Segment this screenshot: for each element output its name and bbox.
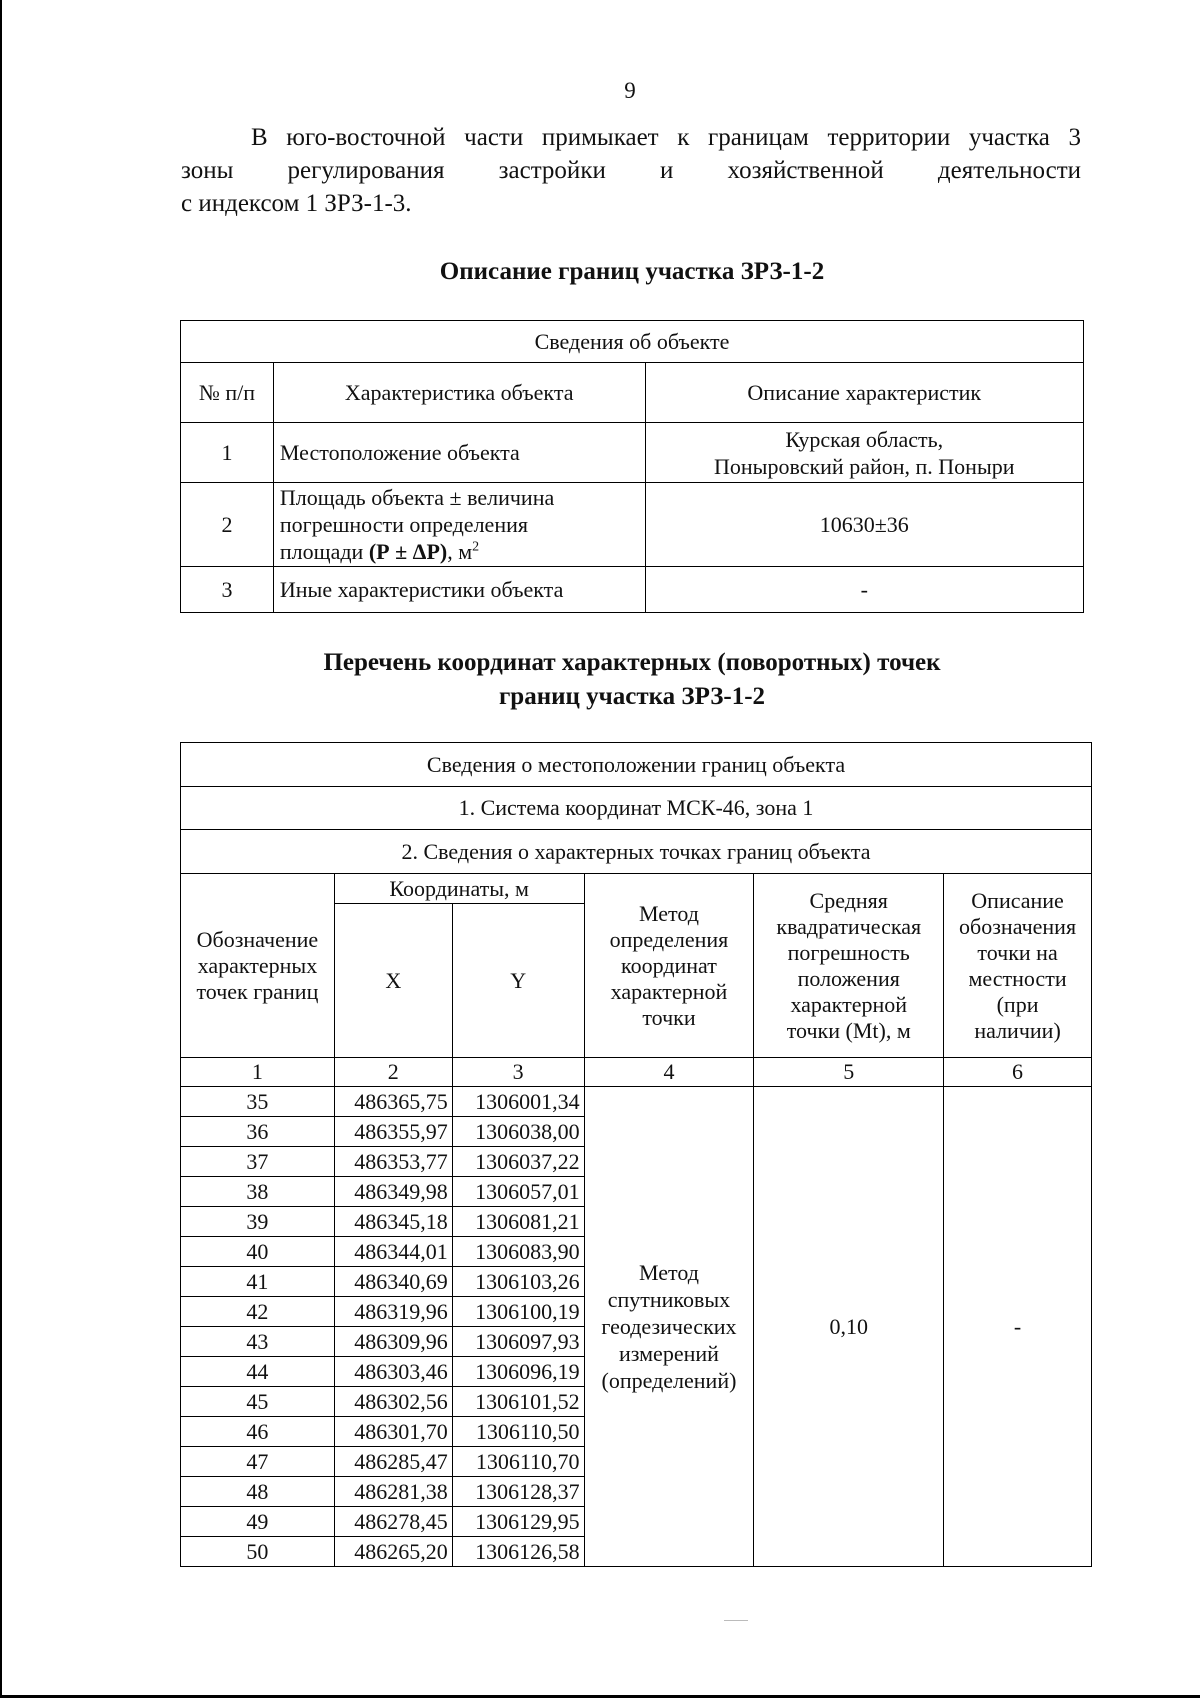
area-unit-exponent: 2 [472, 539, 480, 555]
table-row [181, 567, 1084, 613]
column-number: 2 [334, 1058, 452, 1087]
header-text: координат [621, 952, 717, 978]
point-number: 48 [181, 1477, 335, 1507]
area-line-1: Площадь объекта ± величина [279, 485, 555, 510]
column-number: 3 [452, 1058, 584, 1087]
coordinates-title-line-2: границ участка ЗРЗ-1-2 [498, 683, 766, 710]
coord-y: 1306057,01 [452, 1177, 584, 1207]
header-text: Метод [639, 900, 699, 926]
row-number: 1 [181, 423, 274, 483]
header-text: характерных [197, 952, 318, 978]
object-info-table [180, 320, 1084, 613]
coord-x: 486309,96 [334, 1327, 452, 1357]
intro-line-3: с индексом 1 ЗРЗ-1-3. [181, 190, 412, 217]
header-y: Y [452, 904, 584, 1058]
header-text: точки на [977, 939, 1058, 965]
area-line-2: погрешности определения [279, 512, 528, 537]
error-cell: 0,10 [754, 1087, 944, 1567]
coord-y: 1306100,19 [452, 1297, 584, 1327]
row-characteristic: Местоположение объекта [273, 423, 645, 483]
coord-y: 1306001,34 [452, 1087, 584, 1117]
coord-x: 486303,46 [334, 1357, 452, 1387]
intro-line-2: зоны регулирования застройки и хозяйственной деятельности [181, 157, 1081, 184]
header-text: определения [609, 926, 729, 952]
coord-x: 486278,45 [334, 1507, 452, 1537]
header-text: Описание [971, 887, 1064, 913]
row-number: 2 [181, 483, 274, 567]
coord-y: 1306037,22 [452, 1147, 584, 1177]
coord-y: 1306128,37 [452, 1477, 584, 1507]
coord-y: 1306129,95 [452, 1507, 584, 1537]
coord-x: 486355,97 [334, 1117, 452, 1147]
point-number: 38 [181, 1177, 335, 1207]
coord-x: 486301,70 [334, 1417, 452, 1447]
coord-y: 1306096,19 [452, 1357, 584, 1387]
coord-x: 486285,47 [334, 1447, 452, 1477]
table-row [181, 423, 1084, 483]
coord-x: 486281,38 [334, 1477, 452, 1507]
coord-y: 1306083,90 [452, 1237, 584, 1267]
header-coordinates: Координаты, м [334, 874, 584, 904]
coord-x: 486265,20 [334, 1537, 452, 1567]
coord-x: 486345,18 [334, 1207, 452, 1237]
header-text: погрешность [787, 939, 910, 965]
area-word: площади [279, 539, 369, 564]
row-characteristic: Иные характеристики объекта [273, 567, 645, 613]
row-description: 10630±36 [645, 483, 1083, 567]
header-description: Описание характеристик [645, 363, 1083, 423]
intro-paragraph [181, 121, 1081, 220]
point-number: 47 [181, 1447, 335, 1477]
header-text: Средняя [809, 887, 888, 913]
header-text: характерной [610, 978, 728, 1004]
table-row [181, 1087, 1092, 1117]
row-description [645, 423, 1083, 483]
coord-x: 486340,69 [334, 1267, 452, 1297]
point-number: 35 [181, 1087, 335, 1117]
header-text: обозначения [959, 913, 1077, 939]
location-line-1: Курская область, [785, 426, 944, 452]
header-text: точки (Mt), м [786, 1017, 911, 1043]
method-text: (определений) [601, 1368, 737, 1393]
scan-artifact [724, 1620, 748, 1621]
area-unit: , м [447, 539, 473, 564]
coordinates-caption-points: 2. Сведения о характерных точках границ объекта [181, 830, 1092, 874]
header-text: точек границ [196, 978, 319, 1004]
point-number: 40 [181, 1237, 335, 1267]
point-number: 44 [181, 1357, 335, 1387]
header-x: X [334, 904, 452, 1058]
coordinates-caption-location: Сведения о местоположении границ объекта [181, 743, 1092, 787]
coord-x: 486365,75 [334, 1087, 452, 1117]
intro-line-1: В юго-восточной части примыкает к границам территории участка 3 [251, 124, 1081, 151]
point-number: 45 [181, 1387, 335, 1417]
section-title-coordinates [180, 646, 1084, 714]
coord-x: 486353,77 [334, 1147, 452, 1177]
section-title-boundary-description: Описание границ участка ЗРЗ-1-2 [439, 258, 825, 285]
coord-x: 486302,56 [334, 1387, 452, 1417]
coordinates-title-line-1: Перечень координат характерных (поворотных) точек [323, 649, 941, 676]
scan-border-left [0, 0, 2, 1698]
header-mean-square-error [754, 874, 944, 1058]
coord-y: 1306103,26 [452, 1267, 584, 1297]
coord-y: 1306110,70 [452, 1447, 584, 1477]
method-cell [584, 1087, 754, 1567]
location-line-2: Поныровский район, п. Поныри [714, 453, 1015, 479]
area-line-3 [280, 538, 639, 565]
point-number: 39 [181, 1207, 335, 1237]
header-method [584, 874, 754, 1058]
header-point-description [944, 874, 1092, 1058]
row-description: - [645, 567, 1083, 613]
method-text: спутниковых [607, 1287, 731, 1312]
coord-y: 1306097,93 [452, 1327, 584, 1357]
header-text: наличии) [974, 1017, 1061, 1043]
coord-y: 1306110,50 [452, 1417, 584, 1447]
point-number: 36 [181, 1117, 335, 1147]
coordinate-rows [181, 1087, 1092, 1567]
coord-y: 1306101,52 [452, 1387, 584, 1417]
column-number: 5 [754, 1058, 944, 1087]
point-number: 50 [181, 1537, 335, 1567]
coord-y: 1306038,00 [452, 1117, 584, 1147]
coordinates-caption-system: 1. Система координат МСК-46, зона 1 [181, 787, 1092, 830]
header-text: (при [996, 991, 1039, 1017]
coord-x: 486349,98 [334, 1177, 452, 1207]
area-formula: (Р ± ΔР) [368, 539, 448, 564]
method-text: Метод [639, 1260, 699, 1285]
point-number: 49 [181, 1507, 335, 1537]
header-text: квадратическая [776, 913, 922, 939]
header-number: № п/п [181, 363, 274, 423]
header-characteristic: Характеристика объекта [273, 363, 645, 423]
page-number: 9 [624, 78, 636, 103]
point-number: 43 [181, 1327, 335, 1357]
column-number: 4 [584, 1058, 754, 1087]
method-text: измерений [618, 1341, 719, 1366]
point-number: 41 [181, 1267, 335, 1297]
table-row [181, 483, 1084, 567]
header-text: характерной [790, 991, 908, 1017]
coord-y: 1306126,58 [452, 1537, 584, 1567]
method-text: геодезических [601, 1314, 737, 1339]
header-text: положения [797, 965, 900, 991]
coord-x: 486319,96 [334, 1297, 452, 1327]
coordinates-table [180, 742, 1092, 1567]
point-number: 42 [181, 1297, 335, 1327]
object-info-caption: Сведения об объекте [181, 321, 1084, 363]
point-number: 46 [181, 1417, 335, 1447]
description-cell: - [944, 1087, 1092, 1567]
column-number: 1 [181, 1058, 335, 1087]
header-text: точки [642, 1004, 696, 1030]
column-number: 6 [944, 1058, 1092, 1087]
header-text: местности [968, 965, 1067, 991]
header-text: Обозначение [196, 926, 319, 952]
header-point-designation [181, 874, 335, 1058]
coord-x: 486344,01 [334, 1237, 452, 1267]
coord-y: 1306081,21 [452, 1207, 584, 1237]
row-characteristic [273, 483, 645, 567]
point-number: 37 [181, 1147, 335, 1177]
row-number: 3 [181, 567, 274, 613]
